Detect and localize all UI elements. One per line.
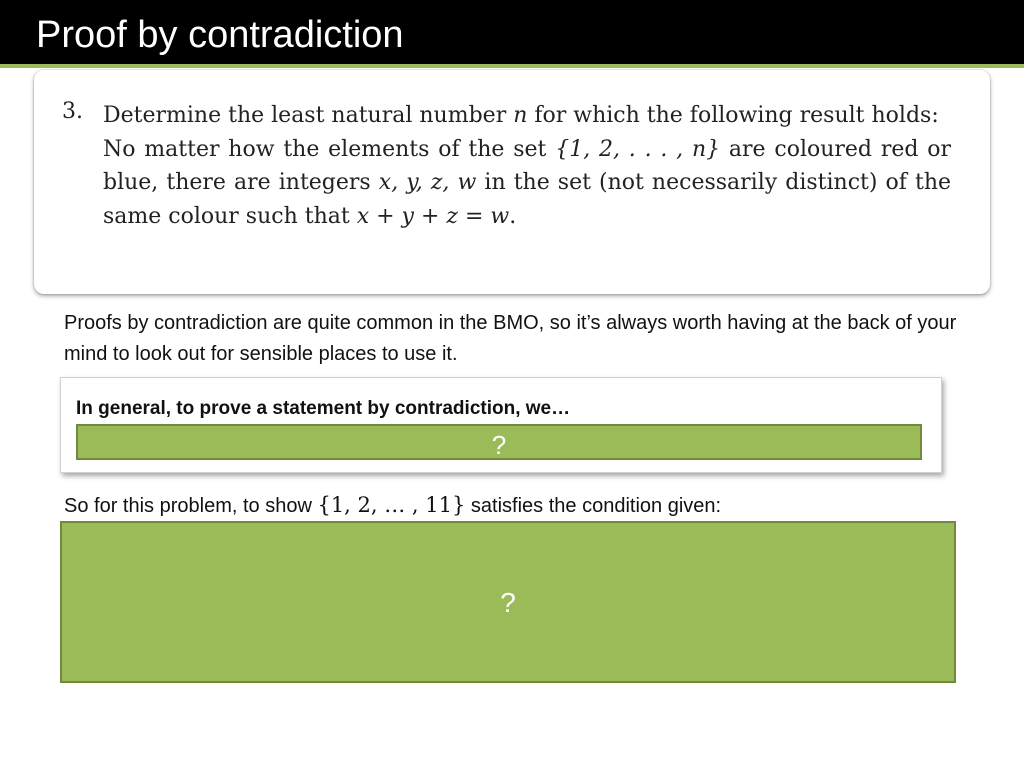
math-set-11: {1, 2, … , 11} <box>317 493 466 517</box>
problem-text-a: Determine the least natural number <box>103 103 514 128</box>
problem-number: 3. <box>62 99 83 124</box>
math-vars: x, y, z, w <box>378 170 477 195</box>
problem-statement <box>103 99 951 233</box>
math-n: n <box>513 103 528 128</box>
problem-text-d: are coloured red or blue, there are integers <box>103 136 951 195</box>
math-set: {1, 2, . . . , n} <box>555 136 721 162</box>
title-accent-line <box>0 64 1024 68</box>
problem-line-2 <box>103 133 951 234</box>
problem-line-1 <box>103 99 951 133</box>
intro-paragraph: Proofs by contradiction are quite common in the BMO, so it’s always worth having at the back of your mind to look out for sensible places to use it. <box>64 312 957 365</box>
problem-text-c: No matter how the elements of the set <box>103 136 556 162</box>
math-equation: x + y + z = w <box>356 203 510 229</box>
prompt-suffix: satisfies the condition given: <box>465 495 722 517</box>
problem-text-b: for which the following result holds: <box>527 103 939 128</box>
prompt-prefix: So for this problem, to show <box>64 495 318 517</box>
problem-answer-reveal[interactable]: ? <box>60 521 956 683</box>
problem-text-f: . <box>509 203 517 229</box>
problem-specific-prompt <box>64 490 721 521</box>
slide-title: Proof by contradiction <box>36 14 404 56</box>
general-answer-reveal[interactable]: ? <box>76 424 922 460</box>
problem-text-e: in the set (not necessarily distinct) of the same colour such that <box>103 170 952 229</box>
general-method-label: In general, to prove a statement by contradiction, we… <box>76 398 571 419</box>
